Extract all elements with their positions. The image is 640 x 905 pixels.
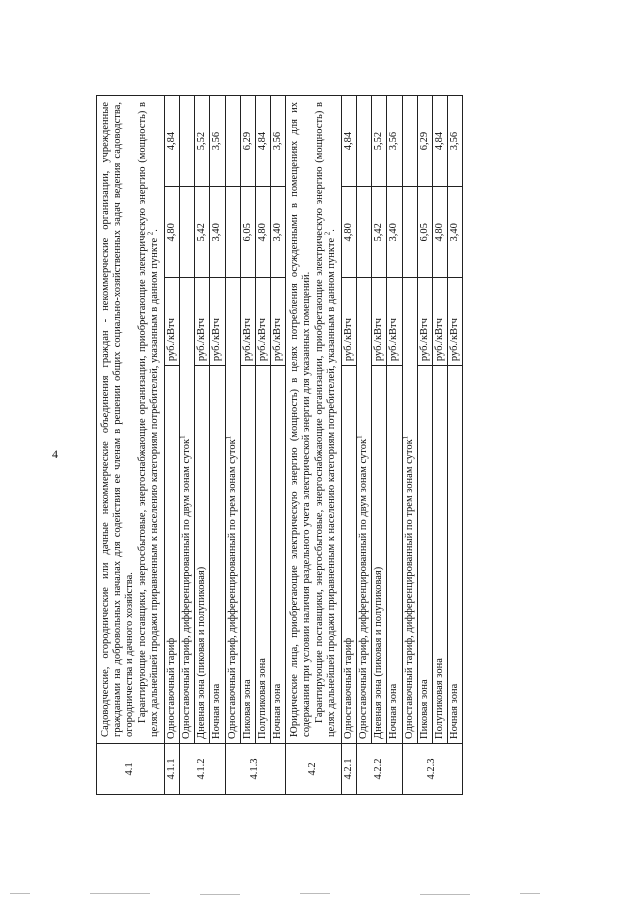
item-number: 4.1.2 — [180, 743, 226, 794]
group-header — [402, 278, 417, 744]
tariff-value-second-half: 5,52 — [372, 96, 387, 187]
tariff-name: Ночная зона — [387, 366, 402, 744]
paragraph-text: Гарантирующие поставщики, энергосбытовые, энергоснабжающие организации, приобретающие электрическую энергию (мощность) в целях дальнейшей продажи приравненным к населению категориям потребителей, указанным в данном пункте — [313, 102, 337, 737]
tariff-value-second-half: 4,84 — [164, 96, 179, 187]
tariff-row — [210, 96, 225, 795]
tariff-value-second-half: 4,84 — [432, 96, 447, 187]
scan-artifact — [200, 894, 240, 895]
tariff-row — [195, 96, 210, 795]
tariff-name: Ночная зона — [448, 366, 463, 744]
tariff-name: Полупиковая зона — [255, 366, 270, 744]
tariff-value-first-half: 5,42 — [372, 187, 387, 278]
section-number: 4.1 — [97, 743, 165, 794]
tariff-row — [255, 96, 270, 795]
tariff-name: Пиковая зона — [240, 366, 255, 744]
group-header — [180, 278, 195, 744]
tariff-row — [432, 96, 447, 795]
tariff-unit: руб./кВтч — [417, 278, 432, 366]
tariff-row — [341, 96, 356, 795]
paragraph-text: Гарантирующие поставщики, энергосбытовые, энергоснабжающие организации, приобретающие электрическую энергию (мощность) в целях дальнейшей продажи приравненным к населению категориям потребителей, указанным в данном пункте — [136, 102, 160, 737]
tariff-value-first-half: 4,80 — [164, 187, 179, 278]
scan-artifact — [420, 894, 470, 895]
tariff-value-first-half: 3,40 — [448, 187, 463, 278]
tariff-row — [240, 96, 255, 795]
tariff-unit: руб./кВтч — [255, 278, 270, 366]
tariff-value-second-half: 6,29 — [417, 96, 432, 187]
paragraph-text: Юридические лица, приобретающие электрическую энергию (мощность) в целях потребления осужденными в помещениях для их содержания при условии наличия раздельного учета электрической энергии для указанных помещений. — [289, 102, 313, 737]
section-description — [286, 96, 342, 744]
paragraph-text: Садоводческие, огороднические или дачные некоммерческие объединения граждан - некоммерческие организации, учрежденные гражданами на добровольных началах для содействия ее членам в решении общих социально-хозяйственных задач ведения садоводства, огородничества и дачного хозяйства. — [100, 102, 136, 737]
tariff-value-first-half: 3,40 — [210, 187, 225, 278]
scan-artifact — [10, 893, 30, 894]
tariff-value-first-half: 5,42 — [195, 187, 210, 278]
tariff-name: Одноставочный тариф — [341, 366, 356, 744]
empty-cell — [357, 96, 372, 187]
empty-cell — [357, 187, 372, 278]
scan-artifact — [90, 893, 150, 894]
group-header-text: Одноставочный тариф, дифференцированный по двум зонам суток — [181, 438, 193, 739]
tariff-value-second-half: 5,52 — [195, 96, 210, 187]
item-number: 4.2.1 — [341, 743, 356, 794]
description-paragraph — [100, 102, 137, 737]
empty-cell — [402, 187, 417, 278]
section-description — [97, 96, 165, 744]
footnote-mark: 2 — [146, 231, 155, 236]
tariff-table-body — [97, 96, 463, 795]
empty-cell — [225, 187, 240, 278]
group-header-text: Одноставочный тариф, дифференцированный по трем зонам суток — [226, 439, 238, 739]
tariff-unit: руб./кВтч — [271, 278, 286, 366]
tariff-unit: руб./кВтч — [387, 278, 402, 366]
tariff-value-first-half: 6,05 — [417, 187, 432, 278]
tariff-unit: руб./кВтч — [195, 278, 210, 366]
description-paragraph: Гарантирующие поставщики, энергосбытовые, энергоснабжающие организации, приобретающие электрическую энергию (мощность) в целях дальнейшей продажи приравненным к населению категориям потребителей, указанным в данном пункте $^2$. — [313, 102, 337, 737]
tariff-row — [372, 96, 387, 795]
tariff-name: Пиковая зона — [417, 366, 432, 744]
section-row — [97, 96, 165, 795]
footnote-mark: 1 — [355, 435, 364, 439]
description-paragraph — [289, 102, 313, 737]
tariff-value-second-half: 4,84 — [255, 96, 270, 187]
tariff-row — [164, 96, 179, 795]
tariff-value-first-half: 4,80 — [432, 187, 447, 278]
footnote-mark: 1 — [401, 435, 410, 440]
group-header-text: Одноставочный тариф, дифференцированный по трем зонам суток — [403, 439, 415, 739]
empty-cell — [180, 187, 195, 278]
page-number: 4 — [52, 447, 58, 461]
tariff-name: Дневная зона (пиковая и полупиковая) — [372, 366, 387, 744]
footnote-mark: 1 — [178, 435, 187, 439]
tariff-value-second-half: 4,84 — [341, 96, 356, 187]
tariff-row — [271, 96, 286, 795]
group-header-row — [180, 96, 195, 795]
group-header-text: Одноставочный тариф, дифференцированный по двум зонам суток — [358, 438, 370, 739]
item-number: 4.2.3 — [402, 743, 463, 794]
tariff-value-first-half: 3,40 — [387, 187, 402, 278]
tariff-name: Ночная зона — [210, 366, 225, 744]
tariff-value-second-half: 6,29 — [240, 96, 255, 187]
tariff-name: Дневная зона (пиковая и полупиковая) — [195, 366, 210, 744]
description-paragraph: Гарантирующие поставщики, энергосбытовые, энергоснабжающие организации, приобретающие электрическую энергию (мощность) в целях дальнейшей продажи приравненным к населению категориям потребителей, указанным в данном пункте $^2$. — [136, 102, 160, 737]
empty-cell — [402, 96, 417, 187]
empty-cell — [180, 96, 195, 187]
tariff-value-second-half: 3,56 — [271, 96, 286, 187]
group-header — [357, 278, 372, 744]
tariff-row — [417, 96, 432, 795]
tariff-unit: руб./кВтч — [210, 278, 225, 366]
tariff-unit: руб./кВтч — [341, 278, 356, 366]
tariff-unit: руб./кВтч — [372, 278, 387, 366]
scan-artifact — [520, 893, 540, 894]
tariff-name: Одноставочный тариф — [164, 366, 179, 744]
tariff-table — [96, 95, 463, 795]
tariff-value-second-half: 3,56 — [448, 96, 463, 187]
tariff-value-first-half: 4,80 — [341, 187, 356, 278]
tariff-unit: руб./кВтч — [164, 278, 179, 366]
tariff-value-first-half: 6,05 — [240, 187, 255, 278]
tariff-name: Ночная зона — [271, 366, 286, 744]
tariff-row — [448, 96, 463, 795]
group-header — [225, 278, 240, 744]
rotated-page — [96, 95, 640, 795]
item-number: 4.1.3 — [225, 743, 286, 794]
item-number: 4.1.1 — [164, 743, 179, 794]
group-header-row — [402, 96, 417, 795]
tariff-value-second-half: 3,56 — [210, 96, 225, 187]
empty-cell — [225, 96, 240, 187]
tariff-value-first-half: 4,80 — [255, 187, 270, 278]
group-header-row — [357, 96, 372, 795]
section-row — [286, 96, 342, 795]
section-number: 4.2 — [286, 743, 342, 794]
footnote-mark: 2 — [323, 231, 332, 236]
tariff-unit: руб./кВтч — [240, 278, 255, 366]
tariff-unit: руб./кВтч — [448, 278, 463, 366]
scan-artifact — [300, 893, 330, 894]
tariff-value-second-half: 3,56 — [387, 96, 402, 187]
footnote-mark: 1 — [224, 435, 233, 440]
tariff-row — [387, 96, 402, 795]
tariff-name: Полупиковая зона — [432, 366, 447, 744]
group-header-row — [225, 96, 240, 795]
item-number: 4.2.2 — [357, 743, 403, 794]
tariff-value-first-half: 3,40 — [271, 187, 286, 278]
tariff-unit: руб./кВтч — [432, 278, 447, 366]
